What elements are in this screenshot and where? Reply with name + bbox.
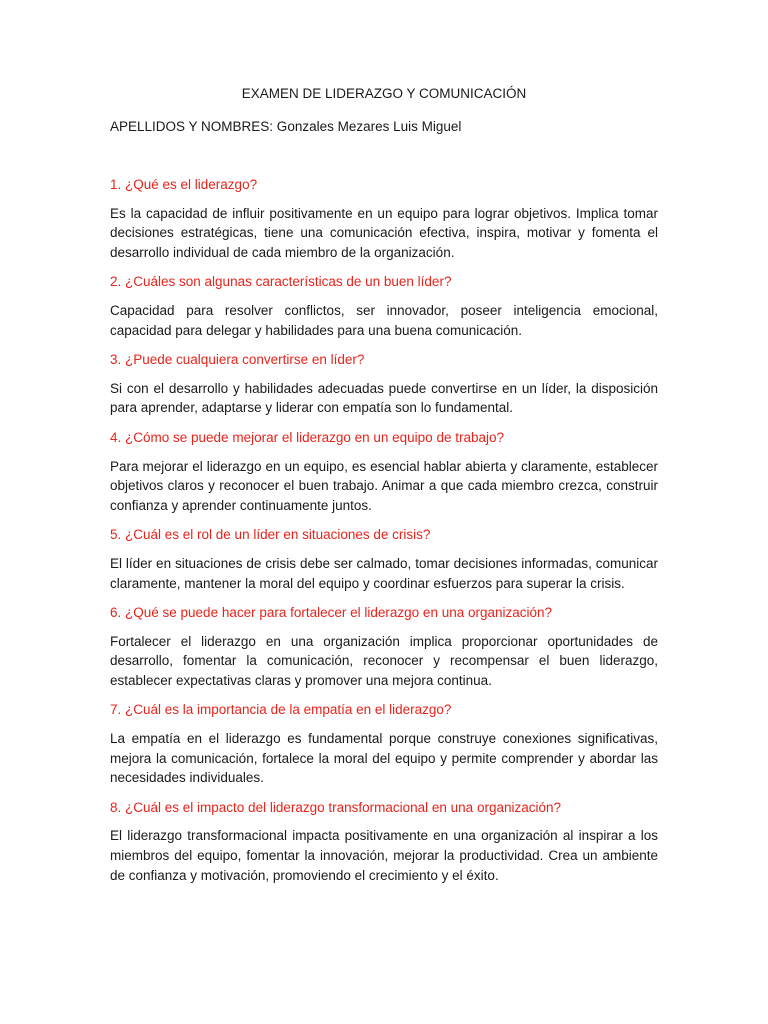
author-line: APELLIDOS Y NOMBRES: Gonzales Mezares Luis Miguel (110, 119, 462, 134)
question-6: 6. ¿Qué se puede hacer para fortalecer el liderazgo en una organización? (110, 605, 553, 621)
question-7: 7. ¿Cuál es la importancia de la empatía en el liderazgo? (110, 702, 452, 718)
question-4: 4. ¿Cómo se puede mejorar el liderazgo en un equipo de trabajo? (110, 429, 504, 445)
answer-3: Si con el desarrollo y habilidades adecuadas puede convertirse en un líder, la disposición para aprender, adaptarse y liderar con empatía son lo fundamental. (110, 380, 658, 416)
answer-5: El líder en situaciones de crisis debe ser calmado, tomar decisiones informadas, comunicar claramente, mantener la moral del equipo y coordinar esfuerzos para superar la crisis. (110, 555, 658, 591)
document-page (110, 84, 658, 895)
answer-7: La empatía en el liderazgo es fundamental porque construye conexiones significativas, mejora la comunicación, fortalece la moral del equipo y permite comprender y abordar las necesidades individuales. (110, 731, 658, 786)
question-3: 3. ¿Puede cualquiera convertirse en líder? (110, 352, 365, 368)
answer-2: Capacidad para resolver conflictos, ser innovador, poseer inteligencia emocional, capacidad para delegar y habilidades para una buena comunicación. (110, 302, 658, 338)
answer-4: Para mejorar el liderazgo en un equipo, es esencial hablar abierta y claramente, establecer objetivos claros y reconocer el buen trabajo. Animar a que cada miembro crezca, construir confianza y aprender continuamente juntos. (110, 458, 658, 513)
question-2: 2. ¿Cuáles son algunas características de un buen líder? (110, 274, 452, 290)
question-5: 5. ¿Cuál es el rol de un líder en situaciones de crisis? (110, 527, 431, 543)
answer-1: Es la capacidad de influir positivamente en un equipo para lograr objetivos. Implica tomar decisiones estratégicas, tiene una comunicación efectiva, inspira, motivar y fomenta el desarrollo individual de cada miembro de la organización. (110, 205, 658, 260)
document-title: EXAMEN DE LIDERAZGO Y COMUNICACIÓN (241, 86, 527, 101)
answer-8: El liderazgo transformacional impacta positivamente en una organización al inspirar a los miembros del equipo, fomentar la innovación, mejorar la productividad. Crea un ambiente de confianza y motivación, promoviendo el crecimiento y el éxito. (110, 828, 658, 883)
question-1: 1. ¿Qué es el liderazgo? (110, 177, 258, 192)
question-answer-list (110, 175, 658, 885)
answer-6: Fortalecer el liderazgo en una organización implica proporcionar oportunidades de desarrollo, fomentar la comunicación, reconocer y recompensar el buen liderazgo, establecer expectativas claras y promover una mejora continua. (110, 633, 658, 688)
question-8: 8. ¿Cuál es el impacto del liderazgo transformacional en una organización? (110, 799, 562, 815)
